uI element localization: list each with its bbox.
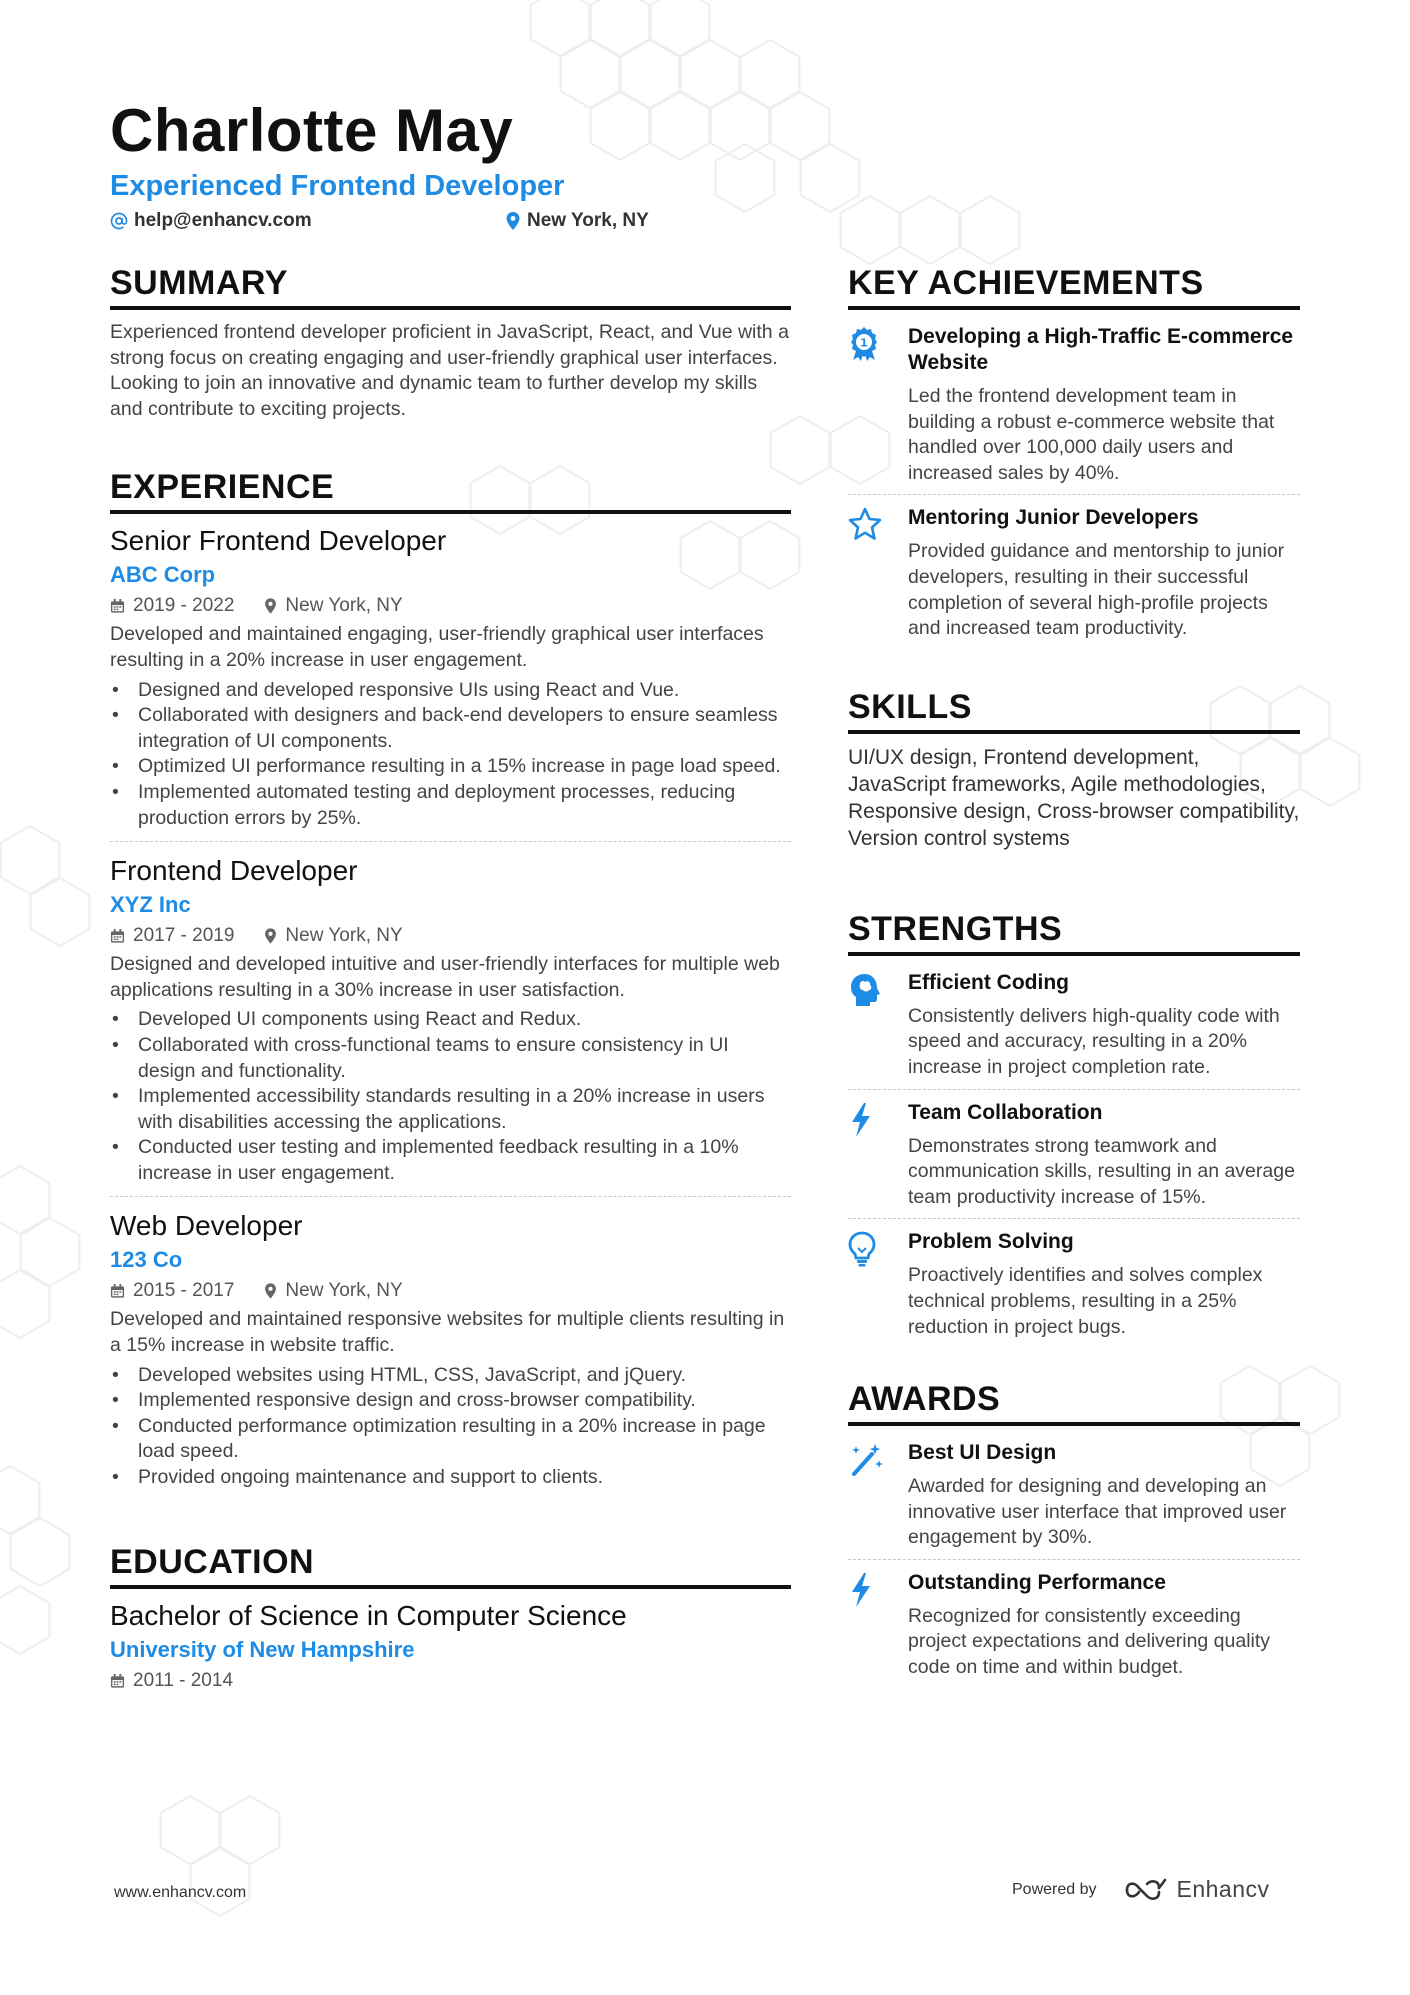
head-brain-icon	[848, 972, 882, 1008]
job-meta	[110, 594, 791, 618]
strength-text: Proactively identifies and solves complex technical problems, resulting in a 25% reduction in project bugs.	[908, 1264, 1263, 1338]
job-dates: 2017 - 2019	[133, 925, 235, 947]
job-bullet: • Developed websites using HTML, CSS, JavaScript, and jQuery.	[110, 1363, 791, 1389]
map-pin-icon	[505, 212, 521, 230]
job-meta	[110, 1279, 791, 1303]
resume-header	[110, 96, 810, 232]
calendar-icon	[110, 598, 125, 614]
job-bullet: • Developed UI components using React and Redux.	[110, 1007, 791, 1033]
footer-website[interactable]: www.enhancv.com	[114, 1884, 247, 1901]
summary-section	[110, 262, 791, 422]
summary-text: Experienced frontend developer proficient in JavaScript, React, and Vue with a strong focus on creating engaging and user-friendly graphical user interfaces. Looking to join an innovative and dynamic team to further develop my skills and contribute to exciting projects.	[110, 321, 789, 420]
achievement-title: Mentoring Junior Developers	[908, 506, 1199, 530]
left-column	[110, 262, 791, 1737]
achievements-section	[848, 262, 1300, 650]
calendar-icon	[110, 928, 125, 944]
job-title: Frontend Developer	[110, 855, 358, 887]
award-title: Best UI Design	[908, 1441, 1057, 1465]
job-dates: 2019 - 2022	[133, 595, 235, 617]
magic-wand-icon	[848, 1442, 884, 1476]
job-bullet: • Designed and developed responsive UIs using React and Vue.	[110, 678, 791, 704]
strength-item	[848, 1089, 1300, 1219]
skills-text: UI/UX design, Frontend development, JavaScript frameworks, Agile methodologies, Responsive design, Cross-browser compatibility, Version control systems	[848, 745, 1300, 850]
job-bullet: • Conducted performance optimization resulting in a 20% increase in page load speed.	[110, 1414, 791, 1465]
strength-text: Consistently delivers high-quality code with speed and accuracy, resulting in a 20% increase in project completion rate.	[908, 1004, 1280, 1078]
job-description: Designed and developed intuitive and user-friendly interfaces for multiple web applications resulting in a 30% increase in user satisfaction.	[110, 953, 780, 1001]
company-name: XYZ Inc	[110, 892, 191, 918]
at-sign-icon	[110, 212, 128, 230]
strength-title: Team Collaboration	[908, 1100, 1103, 1124]
strength-title: Problem Solving	[908, 1230, 1074, 1254]
award-text: Recognized for consistently exceeding project expectations and delivering quality code on time and within budget.	[908, 1604, 1271, 1679]
candidate-title: Experienced Frontend Developer	[110, 170, 565, 202]
job-description: Developed and maintained responsive websites for multiple clients resulting in a 15% increase in website traffic.	[110, 1308, 785, 1357]
candidate-name: Charlotte May	[110, 97, 514, 164]
strengths-section	[848, 908, 1300, 1348]
map-pin-icon	[264, 598, 277, 614]
strength-item	[848, 1218, 1300, 1348]
award-text: Awarded for designing and developing an innovative user interface that improved user engagement by 30%.	[908, 1475, 1287, 1549]
job-bullet: • Collaborated with cross-functional teams to ensure consistency in UI design and functionality.	[110, 1033, 791, 1084]
right-column	[848, 262, 1300, 1733]
job-title: Web Developer	[110, 1210, 303, 1242]
job-bullet: • Optimized UI performance resulting in a 15% increase in page load speed.	[110, 754, 791, 780]
awards-section	[848, 1378, 1300, 1689]
contact-email[interactable]	[110, 210, 505, 232]
school-name: University of New Hampshire	[110, 1636, 415, 1662]
achievements-heading: KEY ACHIEVEMENTS	[848, 262, 1300, 310]
achievement-text: Provided guidance and mentorship to junior developers, resulting in their successful completion of several high-profile projects and increased team productivity.	[908, 540, 1285, 640]
education-section	[110, 1541, 791, 1693]
contact-info	[110, 210, 810, 232]
location-text: New York, NY	[527, 210, 649, 231]
svg-text:1: 1	[860, 336, 868, 350]
strength-item	[848, 966, 1300, 1089]
job-location: New York, NY	[285, 1280, 403, 1302]
strength-text: Demonstrates strong teamwork and communication skills, resulting in an average team productivity increase of 15%.	[908, 1134, 1295, 1208]
education-heading: EDUCATION	[110, 1541, 791, 1589]
award-title: Outstanding Performance	[908, 1570, 1166, 1594]
enhancv-logo-icon	[1123, 1877, 1171, 1903]
job-dates: 2015 - 2017	[133, 1280, 235, 1302]
summary-heading: SUMMARY	[110, 262, 791, 310]
job-bullet: • Implemented automated testing and deployment processes, reducing production errors by 25%.	[110, 780, 791, 831]
footer-branding	[1012, 1876, 1270, 1903]
achievement-text: Led the frontend development team in building a robust e-commerce website that handled over 100,000 daily users and increased sales by 40%.	[908, 385, 1275, 484]
job-entry	[110, 841, 791, 1196]
job-description: Developed and maintained engaging, user-friendly graphical user interfaces resulting in a 20% increase in user engagement.	[110, 623, 764, 671]
achievement-title: Developing a High-Traffic E-commerce Website	[908, 325, 1294, 374]
job-bullets	[110, 1363, 791, 1491]
achievement-item	[848, 320, 1300, 494]
education-meta	[110, 1669, 791, 1693]
email-text: help@enhancv.com	[134, 210, 312, 231]
map-pin-icon	[264, 1283, 277, 1299]
awards-heading: AWARDS	[848, 1378, 1300, 1426]
job-bullet: • Implemented responsive design and cross-browser compatibility.	[110, 1388, 791, 1414]
calendar-icon	[110, 1283, 125, 1299]
job-bullet: • Conducted user testing and implemented feedback resulting in a 10% increase in user engagement.	[110, 1135, 791, 1186]
job-bullets	[110, 1007, 791, 1186]
job-bullets	[110, 678, 791, 832]
degree-title: Bachelor of Science in Computer Science	[110, 1599, 627, 1631]
company-name: ABC Corp	[110, 562, 216, 588]
education-dates: 2011 - 2014	[133, 1669, 234, 1691]
lightning-bolt-icon	[848, 1102, 874, 1138]
award-item	[848, 1436, 1300, 1559]
brand-name: Enhancv	[1176, 1876, 1270, 1902]
contact-location	[505, 210, 649, 232]
strength-title: Efficient Coding	[908, 970, 1069, 994]
star-icon	[848, 507, 882, 541]
job-bullet: • Implemented accessibility standards resulting in a 20% increase in users with disabilities accessing the applications.	[110, 1084, 791, 1135]
powered-by-label: Powered by	[1012, 1880, 1097, 1898]
job-entry	[110, 1196, 791, 1500]
job-entry	[110, 524, 791, 841]
job-bullet: • Collaborated with designers and back-end developers to ensure seamless integration of UI components.	[110, 703, 791, 754]
lightning-bolt-icon	[848, 1572, 874, 1608]
company-name: 123 Co	[110, 1247, 183, 1273]
skills-heading: SKILLS	[848, 686, 1300, 734]
skills-section	[848, 686, 1300, 852]
strengths-heading: STRENGTHS	[848, 908, 1300, 956]
map-pin-icon	[264, 928, 277, 944]
award-ribbon-icon	[848, 326, 880, 362]
job-bullet: • Provided ongoing maintenance and support to clients.	[110, 1465, 791, 1491]
experience-heading: EXPERIENCE	[110, 466, 791, 514]
lightbulb-icon	[848, 1231, 876, 1267]
award-item	[848, 1559, 1300, 1689]
job-title: Senior Frontend Developer	[110, 525, 447, 557]
calendar-icon	[110, 1673, 125, 1689]
job-location: New York, NY	[285, 595, 403, 617]
job-location: New York, NY	[285, 925, 403, 947]
job-meta	[110, 924, 791, 948]
achievement-item	[848, 494, 1300, 649]
experience-section	[110, 466, 791, 1500]
